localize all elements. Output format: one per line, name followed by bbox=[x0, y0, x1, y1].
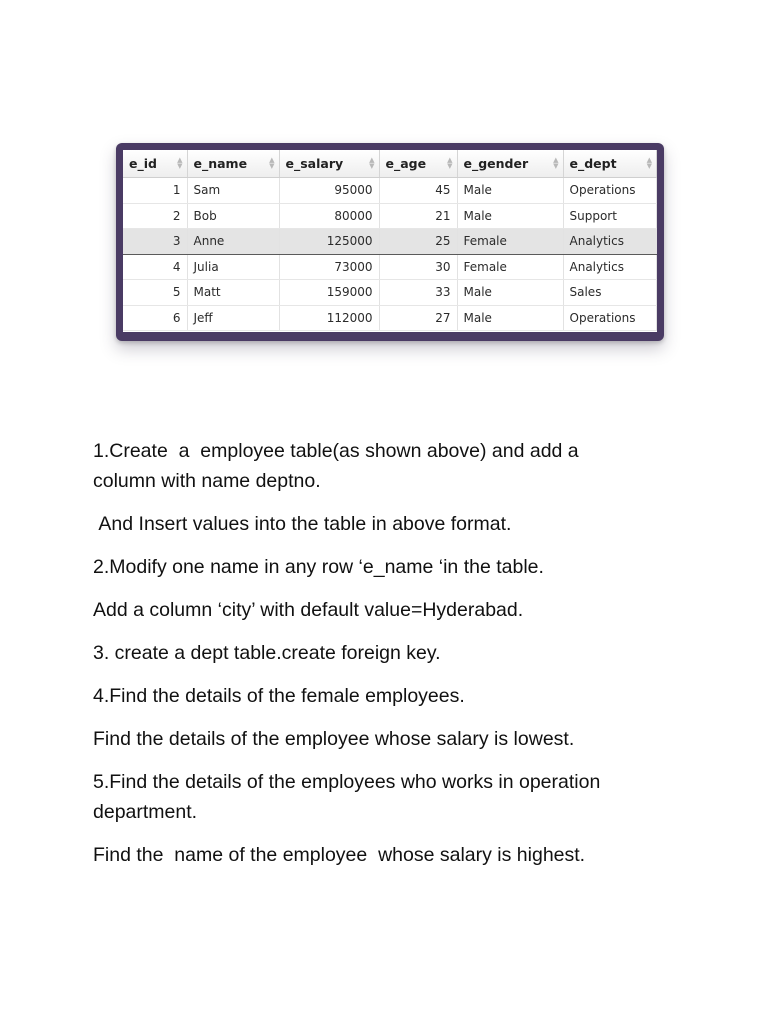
sort-arrows-icon[interactable]: ▲ ▼ bbox=[269, 156, 275, 170]
cell-e-id: 4 bbox=[123, 254, 187, 280]
cell-e-age: 30 bbox=[379, 254, 457, 280]
column-header-label: e_name bbox=[193, 156, 248, 171]
question-1-text-cont: column with name deptno. bbox=[93, 470, 321, 492]
question-1-text: 1.Create a employee table(as shown above) and add a bbox=[93, 440, 579, 462]
assignment-questions bbox=[93, 436, 693, 870]
table-row[interactable] bbox=[123, 280, 657, 306]
question-2-city-text: Add a column ‘city’ with default value=Hyderabad. bbox=[93, 599, 524, 621]
cell-e-dept: Support bbox=[563, 203, 657, 229]
cell-e-age: 33 bbox=[379, 280, 457, 306]
cell-e-id: 2 bbox=[123, 203, 187, 229]
question-1-insert-text: And Insert values into the table in above format. bbox=[93, 513, 512, 535]
cell-e-name: Matt bbox=[187, 280, 279, 306]
column-header-e-id[interactable] bbox=[123, 150, 187, 178]
table-row[interactable] bbox=[123, 254, 657, 280]
table-header-row bbox=[123, 150, 657, 178]
cell-e-name: Anne bbox=[187, 229, 279, 255]
cell-e-salary: 159000 bbox=[279, 280, 379, 306]
cell-e-salary: 125000 bbox=[279, 229, 379, 255]
cell-e-salary: 95000 bbox=[279, 178, 379, 204]
cell-e-id: 3 bbox=[123, 229, 187, 255]
cell-e-salary: 80000 bbox=[279, 203, 379, 229]
column-header-e-dept[interactable] bbox=[563, 150, 657, 178]
cell-e-dept: Sales bbox=[563, 280, 657, 306]
cell-e-name: Bob bbox=[187, 203, 279, 229]
question-3-text: 3. create a dept table.create foreign key. bbox=[93, 642, 441, 664]
column-header-label: e_id bbox=[129, 156, 157, 171]
question-5-text-cont: department. bbox=[93, 801, 198, 823]
question-5-text: 5.Find the details of the employees who works in operation bbox=[93, 771, 601, 793]
sort-arrows-icon[interactable]: ▲ ▼ bbox=[646, 156, 652, 170]
cell-e-dept: Analytics bbox=[563, 254, 657, 280]
sort-arrows-icon[interactable]: ▲ ▼ bbox=[369, 156, 375, 170]
employee-table-screenshot bbox=[116, 143, 664, 341]
column-header-label: e_gender bbox=[463, 156, 529, 171]
question-4-lowest-text: Find the details of the employee whose salary is lowest. bbox=[93, 728, 575, 750]
question-5-highest-text: Find the name of the employee whose salary is highest. bbox=[93, 844, 586, 866]
cell-e-age: 21 bbox=[379, 203, 457, 229]
column-header-label: e_salary bbox=[285, 156, 344, 171]
column-header-e-age[interactable] bbox=[379, 150, 457, 178]
cell-e-gender: Male bbox=[457, 280, 563, 306]
table-row[interactable] bbox=[123, 178, 657, 204]
table-row[interactable] bbox=[123, 305, 657, 331]
column-header-e-salary[interactable] bbox=[279, 150, 379, 178]
sort-arrows-icon[interactable]: ▲ ▼ bbox=[553, 156, 559, 170]
cell-e-name: Jeff bbox=[187, 305, 279, 331]
sort-arrows-icon[interactable]: ▲ ▼ bbox=[447, 156, 453, 170]
cell-e-age: 45 bbox=[379, 178, 457, 204]
cell-e-id: 5 bbox=[123, 280, 187, 306]
cell-e-gender: Female bbox=[457, 229, 563, 255]
cell-e-id: 1 bbox=[123, 178, 187, 204]
cell-e-salary: 73000 bbox=[279, 254, 379, 280]
cell-e-gender: Male bbox=[457, 178, 563, 204]
table-row[interactable] bbox=[123, 203, 657, 229]
cell-e-gender: Male bbox=[457, 305, 563, 331]
table-viewport bbox=[123, 150, 657, 332]
cell-e-gender: Male bbox=[457, 203, 563, 229]
cell-e-name: Sam bbox=[187, 178, 279, 204]
column-header-e-gender[interactable] bbox=[457, 150, 563, 178]
employee-table bbox=[123, 150, 657, 331]
column-header-e-name[interactable] bbox=[187, 150, 279, 178]
column-header-label: e_age bbox=[385, 156, 427, 171]
table-row-selected[interactable] bbox=[123, 229, 657, 255]
cell-e-salary: 112000 bbox=[279, 305, 379, 331]
cell-e-id: 6 bbox=[123, 305, 187, 331]
question-4-text: 4.Find the details of the female employees. bbox=[93, 685, 465, 707]
column-header-label: e_dept bbox=[569, 156, 617, 171]
cell-e-dept: Operations bbox=[563, 305, 657, 331]
cell-e-dept: Operations bbox=[563, 178, 657, 204]
sort-arrows-icon[interactable]: ▲ ▼ bbox=[177, 156, 183, 170]
cell-e-gender: Female bbox=[457, 254, 563, 280]
cell-e-age: 27 bbox=[379, 305, 457, 331]
cell-e-dept: Analytics bbox=[563, 229, 657, 255]
cell-e-name: Julia bbox=[187, 254, 279, 280]
cell-e-age: 25 bbox=[379, 229, 457, 255]
question-2-text: 2.Modify one name in any row ‘e_name ‘in the table. bbox=[93, 556, 544, 578]
